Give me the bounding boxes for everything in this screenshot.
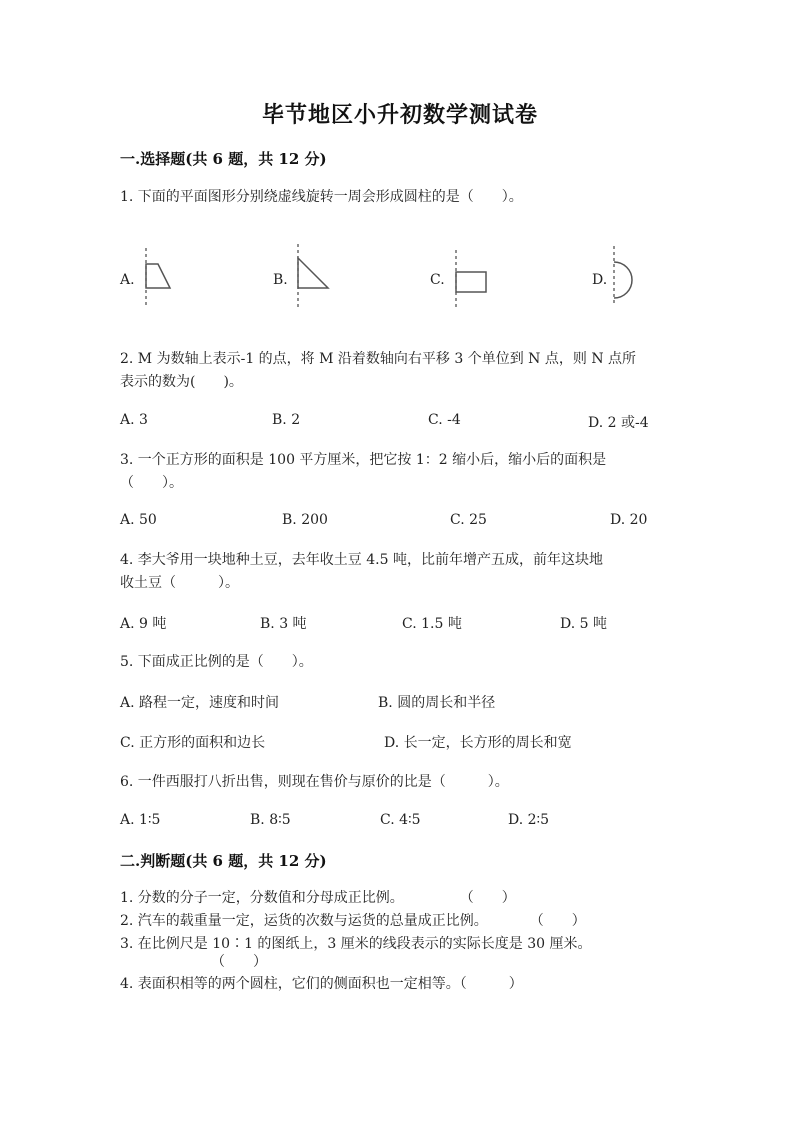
triangle-figure [292, 242, 336, 310]
question-6-stem: 6. 一件西服打八折出售，则现在售价与原价的比是（ ）。 [120, 774, 509, 790]
question-1-stem: 1. 下面的平面图形分别绕虚线旋转一周会形成圆柱的是（ ）。 [120, 189, 523, 205]
q2-option-a: A. 3 [120, 412, 148, 428]
page-title: 毕节地区小升初数学测试卷 [261, 102, 538, 128]
section-heading-true-false: 二.判断题(共 6 题，共 12 分) [120, 852, 327, 870]
q6-option-d: D. 2∶5 [508, 812, 550, 828]
q6-option-c: C. 4∶5 [380, 812, 421, 828]
rectangle-figure [450, 248, 494, 312]
question-2-stem-line2: 表示的数为( )。 [120, 374, 243, 390]
q6-option-a: A. 1∶5 [120, 812, 161, 828]
q3-option-b: B. 200 [282, 512, 328, 528]
judgment-item-2: 2. 汽车的载重量一定，运货的次数与运货的总量成正比例。 （ ） [120, 913, 586, 929]
q5-option-a: A. 路程一定，速度和时间 [120, 695, 280, 711]
q3-option-d: D. 20 [610, 512, 648, 528]
q1-option-c-label: C. [430, 272, 445, 288]
semicircle-figure [606, 244, 646, 308]
q5-option-c: C. 正方形的面积和边长 [120, 735, 266, 751]
q4-option-a: A. 9 吨 [120, 616, 167, 632]
rectangle-shape [456, 272, 486, 292]
q1-option-d-label: D. [592, 272, 608, 288]
q3-option-c: C. 25 [450, 512, 487, 528]
q5-option-b: B. 圆的周长和半径 [378, 695, 496, 711]
q2-option-c: C. -4 [428, 412, 461, 428]
question-3-stem-line2: （ ）。 [120, 475, 183, 491]
trapezoid-figure [140, 246, 180, 310]
q4-option-c: C. 1.5 吨 [402, 616, 462, 632]
judgment-item-3-bracket: （ ） [190, 954, 267, 970]
q1-option-b-label: B. [273, 272, 288, 288]
section-heading-choice: 一.选择题(共 6 题，共 12 分) [120, 150, 327, 168]
judgment-item-1: 1. 分数的分子一定，分数值和分母成正比例。 （ ） [120, 890, 516, 906]
question-3-stem-line1: 3. 一个正方形的面积是 100 平方厘米，把它按 1：2 缩小后，缩小后的面积是 [120, 452, 607, 468]
q4-option-d: D. 5 吨 [560, 616, 607, 632]
q5-option-d: D. 长一定，长方形的周长和宽 [384, 735, 572, 751]
judgment-item-4: 4. 表面积相等的两个圆柱，它们的侧面积也一定相等。（ ） [120, 976, 523, 992]
question-2-stem-line1: 2. M 为数轴上表示-1 的点，将 M 沿着数轴向右平移 3 个单位到 N 点，则 N 点所 [120, 351, 637, 367]
semicircle-shape [614, 262, 632, 298]
q1-option-a-label: A. [120, 272, 135, 288]
triangle-shape [298, 258, 328, 288]
trapezoid-shape [146, 264, 170, 288]
question-4-stem-line2: 收土豆（ ）。 [120, 575, 239, 591]
q2-option-b: B. 2 [272, 412, 301, 428]
q4-option-b: B. 3 吨 [260, 616, 307, 632]
question-5-stem: 5. 下面成正比例的是（ ）。 [120, 654, 313, 670]
q2-option-d: D. 2 或-4 [588, 415, 649, 431]
q3-option-a: A. 50 [120, 512, 157, 528]
q6-option-b: B. 8∶5 [250, 812, 291, 828]
judgment-item-3: 3. 在比例尺是 10∶1 的图纸上，3 厘米的线段表示的实际长度是 30 厘米。 [120, 936, 592, 952]
question-4-stem-line1: 4. 李大爷用一块地种土豆，去年收土豆 4.5 吨，比前年增产五成，前年这块地 [120, 552, 603, 568]
